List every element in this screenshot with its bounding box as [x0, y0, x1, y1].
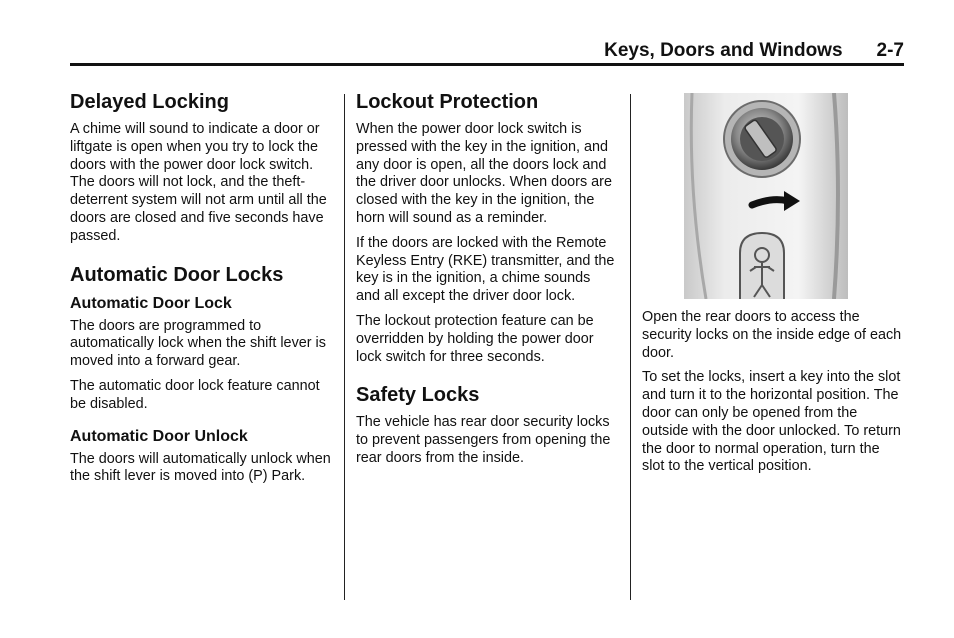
- safety-locks-heading: Safety Locks: [356, 384, 480, 407]
- child-lock-icon: [684, 93, 848, 299]
- safety-locks-text: The vehicle has rear door security locks to prevent passengers from opening the rear doors from the inside.: [356, 414, 611, 466]
- delayed-locking-text: A chime will sound to indicate a door or liftgate is open when you try to lock the doors with the power door lock switch. The doors will not lock, and the theft-deterrent system will not arm until all the doors are closed and five seconds have passed.: [70, 121, 327, 244]
- page-number: 2-7: [876, 40, 904, 61]
- lockout-protection-text: When the power door lock switch is pressed with the key in the ignition, and any door is open, all the doors lock and the driver door unlocks. When doors are closed with the key in the ignition, the horn will sound as a reminder.: [356, 121, 612, 226]
- lockout-protection-heading: Lockout Protection: [356, 91, 539, 113]
- lockout-override-text: The lockout protection feature can be overridden by holding the power door lock switch for three seconds.: [356, 312, 594, 365]
- column-right: [642, 89, 904, 483]
- set-locks-text: To set the locks, insert a key into the slot and turn it to the horizontal position. The door can only be opened from the outside with the door unlocked. To return the door to normal operation, turn the slot to the vertical position.: [642, 369, 901, 475]
- delayed-locking-heading: Delayed Locking: [70, 91, 229, 113]
- rear-doors-text: Open the rear doors to access the security locks on the inside edge of each door.: [642, 309, 902, 361]
- page-header: [70, 38, 904, 64]
- header-rule: [70, 63, 904, 66]
- automatic-door-locks-heading: Automatic Door Locks: [70, 263, 284, 286]
- column-divider: [630, 94, 631, 600]
- automatic-door-lock-text: The doors are programmed to automatically lock when the shift lever is moved into a forward gear.: [70, 317, 326, 370]
- lockout-rke-text: If the doors are locked with the Remote Keyless Entry (RKE) transmitter, and the key is in the ignition, a chime sounds and all except the driver door lock.: [356, 234, 615, 305]
- child-lock-figure: [684, 93, 848, 299]
- column-divider: [344, 94, 345, 600]
- automatic-door-lock-subheading: Automatic Door Lock: [70, 294, 232, 312]
- automatic-door-unlock-text: The doors will automatically unlock when the shift lever is moved into (P) Park.: [70, 450, 331, 485]
- column-middle: [356, 89, 618, 475]
- automatic-door-unlock-subheading: Automatic Door Unlock: [70, 427, 248, 445]
- section-title: Keys, Doors and Windows: [604, 40, 843, 61]
- column-left: [70, 89, 332, 493]
- automatic-door-lock-note: The automatic door lock feature cannot be disabled.: [70, 377, 320, 412]
